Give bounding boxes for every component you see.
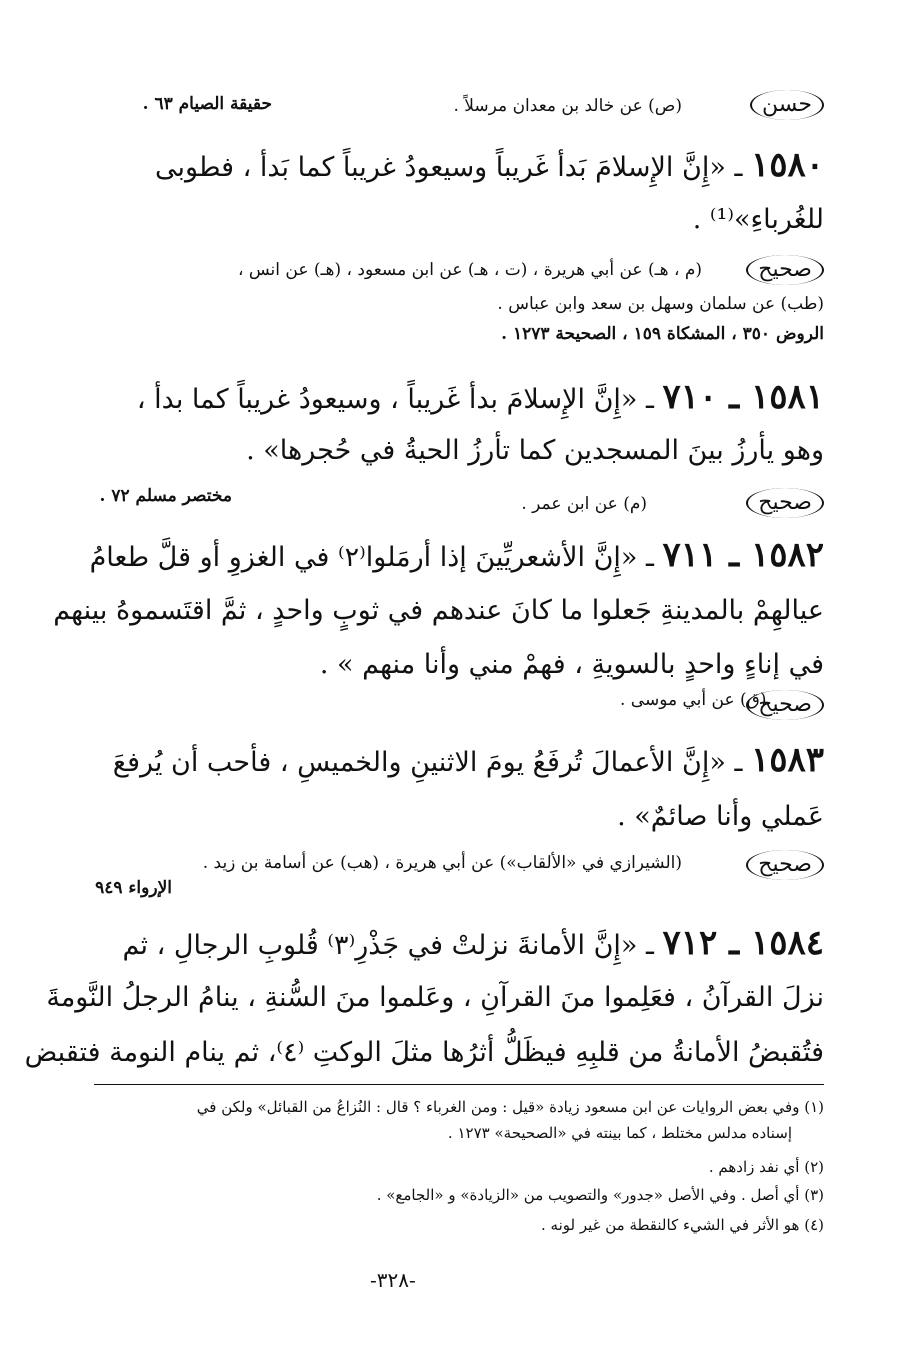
footnote-4: (٤) هو الأثر في الشيء كالنقطة من غير لونه . [540, 1216, 824, 1234]
grade-badge: صحيح [746, 850, 824, 880]
hadith-1584-line-2: نزلَ القرآنُ ، فعَلِموا منَ القرآنِ ، وعَلموا منَ السُّنةِ ، ينامُ الرجلُ النَّومةَ [46, 982, 824, 1013]
source: (الشيرازي في «الألقاب») عن أبي هريرة ، (هب) عن أسامة بن زيد . [202, 853, 682, 873]
hadith-1582-line-3: في إناءٍ واحدٍ بالسويةِ ، فهمْ مني وأنا منهم » . [319, 649, 824, 680]
hadith-1580-line-2: للغُرباءِ»⁽¹⁾ . [692, 204, 824, 235]
hadith-number: ١٥٨٠ [750, 145, 824, 185]
source: (م) عن ابن عمر . [521, 494, 647, 514]
grade-badge: صحيح [746, 690, 824, 720]
footnote-rule [94, 1084, 824, 1085]
hadith-1582-line-2: عيالهِمْ بالمدينةِ جَعلوا ما كانَ عندهم في ثوبٍ واحدٍ ، ثمَّ اقتَسموهُ بينهم [53, 595, 824, 626]
hadith-text: «إِنَّ الأشعريِّينَ إذا أرمَلوا⁽٢⁾ في الغزوِ أو قلَّ طعامُ [89, 542, 638, 573]
page-number: -٣٢٨- [370, 1268, 416, 1292]
source-prev: (ص) عن خالد بن معدان مرسلاً . [453, 96, 682, 116]
hadith-number: ١٥٨٤ ـ ٧١٢ [662, 923, 824, 963]
reference-prev: حقيقة الصيام ٦٣ . [142, 94, 272, 114]
hadith-text: «إِنَّ الإِسلامَ بدأ غَريباً ، وسيعودُ غريباً كما بدأ ، [136, 384, 638, 415]
reference: مختصر مسلم ٧٢ . [99, 486, 232, 506]
footnote-2: (٢) أي نفد زادهم . [708, 1158, 824, 1176]
grade-badge: صحيح [746, 255, 824, 285]
hadith-text: «إِنَّ الأمانةَ نزلتْ في جَذْرِ⁽٣⁾ قُلوبِ الرجالِ ، ثم [122, 930, 638, 961]
hadith-1583-line-2: عَملي وأنا صائمٌ» . [617, 801, 824, 832]
hadith-1580-line-1: ١٥٨٠ ـ «إِنَّ الإِسلامَ بَدأ غَريباً وسيعودُ غريباً كما بَدأ ، فطوبى [154, 145, 824, 185]
hadith-text: «إِنَّ الأعمالَ تُرفَعُ يومَ الاثنينِ والخميسِ ، فأحب أن يُرفعَ [112, 747, 726, 778]
hadith-1584-line-1: ١٥٨٤ ـ ٧١٢ ـ «إِنَّ الأمانةَ نزلتْ في جَذْرِ⁽٣⁾ قُلوبِ الرجالِ ، ثم [122, 923, 824, 963]
hadith-1583-line-1: ١٥٨٣ ـ «إِنَّ الأعمالَ تُرفَعُ يومَ الاثنينِ والخميسِ ، فأحب أن يُرفعَ [112, 740, 824, 780]
source-line-1: (م ، هـ) عن أبي هريرة ، (ت ، هـ) عن ابن مسعود ، (هـ) عن انس ، [237, 260, 702, 280]
hadith-1581-line-2: وهو يأرزُ بينَ المسجدين كما تأرزُ الحيةُ في حُجرها» . [246, 435, 824, 466]
hadith-number: ١٥٨١ ـ ٧١٠ [662, 377, 824, 417]
hadith-1584-line-3: فتُقبضُ الأمانةُ من قلبِهِ فيظَلُّ أثرُها مثلَ الوكتِ ⁽٤⁾، ثم ينام النومة فتقبض [24, 1037, 824, 1068]
grade-badge: صحيح [746, 488, 824, 518]
footnote-1-line-1: (١) وفي بعض الروايات عن ابن مسعود زيادة «قيل : ومن الغرباء ؟ قال : النُزاعُ من القبائل» ولكن في [196, 1098, 824, 1116]
grade-badge-prev: حسن [750, 90, 824, 120]
footnote-3: (٣) أي أصل . وفي الأصل «جدور» والتصويب من «الزيادة» و «الجامع» . [376, 1186, 824, 1204]
source: (ق) عن أبي موسى . [620, 690, 767, 710]
hadith-number: ١٥٨٢ ـ ٧١١ [662, 535, 824, 575]
reference: الروض ٣٥٠ ، المشكاة ١٥٩ ، الصحيحة ١٢٧٣ . [501, 324, 824, 344]
footnote-1-line-2: إسناده مدلس مختلط ، كما بينته في «الصحيحة» ١٢٧٣ . [447, 1124, 792, 1142]
hadith-text: «إِنَّ الإِسلامَ بَدأ غَريباً وسيعودُ غريباً كما بَدأ ، فطوبى [154, 152, 726, 183]
reference: الإرواء ٩٤٩ [95, 878, 172, 898]
hadith-number: ١٥٨٣ [750, 740, 824, 780]
hadith-1582-line-1: ١٥٨٢ ـ ٧١١ ـ «إِنَّ الأشعريِّينَ إذا أرمَلوا⁽٢⁾ في الغزوِ أو قلَّ طعامُ [89, 535, 824, 575]
source-line-2: (طب) عن سلمان وسهل بن سعد وابن عباس . [497, 294, 824, 314]
hadith-1581-line-1: ١٥٨١ ـ ٧١٠ ـ «إِنَّ الإِسلامَ بدأ غَريباً ، وسيعودُ غريباً كما بدأ ، [136, 377, 824, 417]
